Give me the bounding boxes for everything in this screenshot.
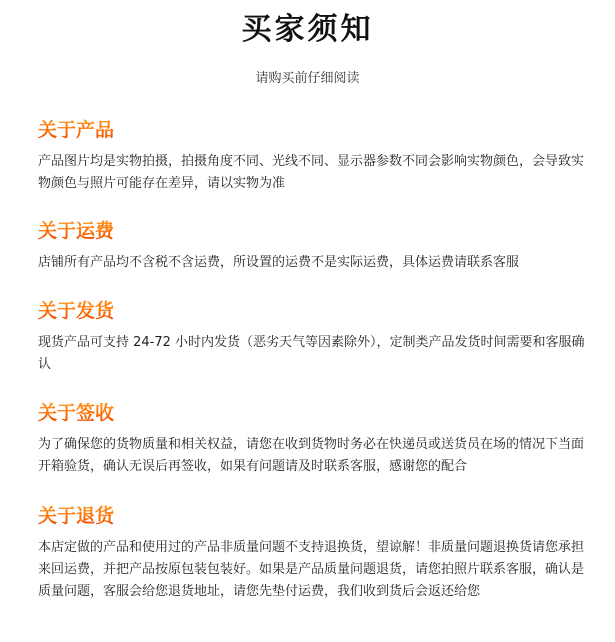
section-shipping-fee [38,218,598,274]
section-text: 本店定做的产品和使用过的产品非质量问题不支持退换货，望谅解！非质量问题退换货请您承担来回运费，并把产品按原包装包装好。如果是产品质量问题退货，请您拍照片联系客服，确认是质量问题，客服会给您退货地址，请您先垫付运费，我们收到货后会返还给您 [38,540,585,599]
section-product [38,117,598,195]
section-text: 现货产品可支持 24-72 小时内发货（恶劣天气等因素除外），定制类产品发货时间需要和客服确认 [38,335,585,372]
section-heading: 关于退货 [38,505,115,527]
section-text: 为了确保您的货物质量和相关权益，请您在收到货物时务必在快递员或送货员在场的情况下当面开箱验货，确认无误后再签收，如果有问题请及时联系客服，感谢您的配合 [38,437,585,474]
page-title: 买家须知 [241,12,374,47]
section-heading: 关于运费 [38,220,115,242]
page-subtitle: 请购买前仔细阅读 [255,71,360,86]
section-heading: 关于签收 [38,402,115,424]
section-receipt [38,400,598,478]
section-returns [38,503,598,603]
section-text: 产品图片均是实物拍摄，拍摄角度不同、光线不同、显示器参数不同会影响实物颜色，会导致实物颜色与照片可能存在差异，请以实物为准 [38,154,585,191]
section-heading: 关于产品 [38,119,115,141]
section-heading: 关于发货 [38,300,115,322]
section-delivery [38,298,598,376]
section-text: 店铺所有产品均不含税不含运费，所设置的运费不是实际运费，具体运费请联系客服 [38,255,520,270]
